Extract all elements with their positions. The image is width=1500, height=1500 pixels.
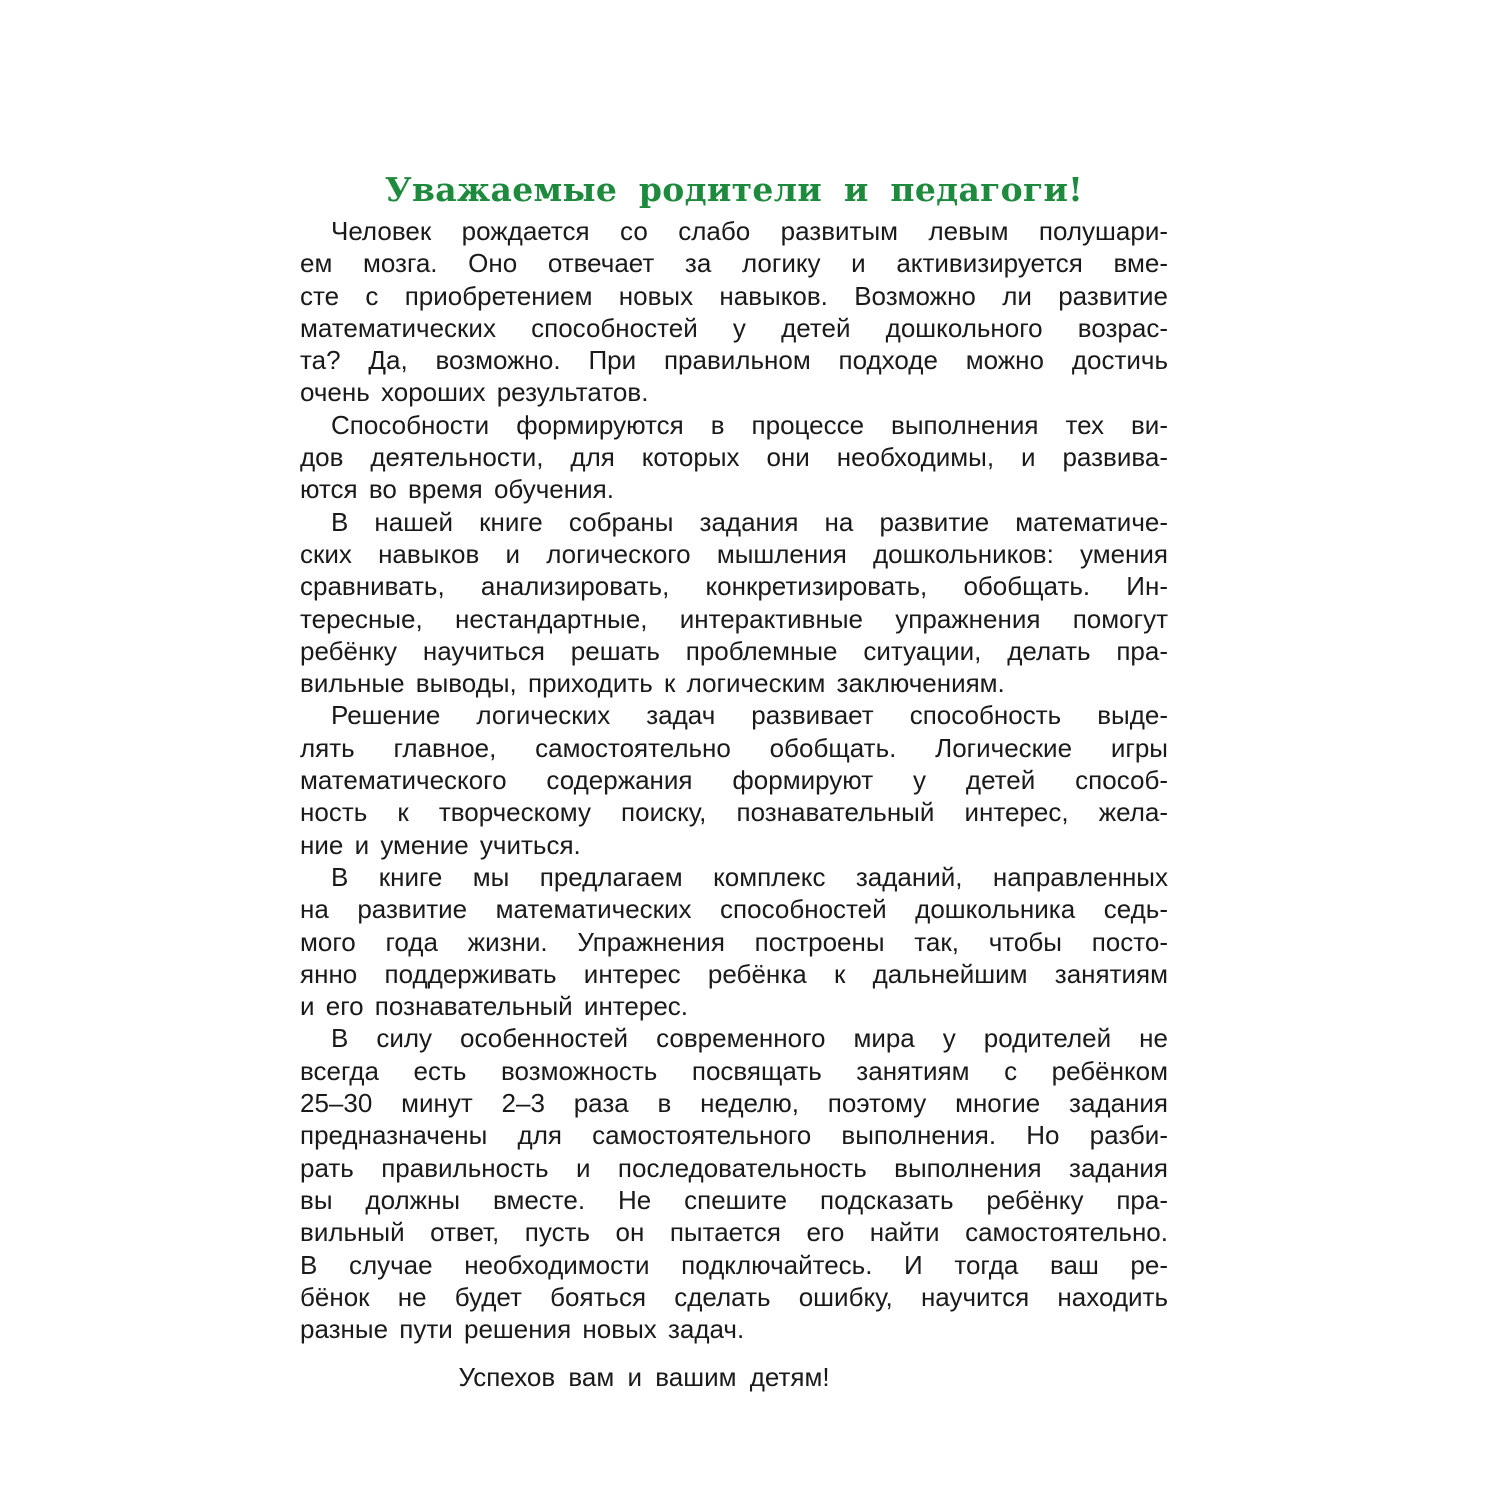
text-line: мого года жизни. Упражнения построены так, чтобы посто- [300,926,1168,957]
text-line: 25–30 минут 2–3 раза в неделю, поэтому многие задания [300,1088,1168,1119]
text-line: вы должны вместе. Не спешите подсказать ребёнку пра- [300,1184,1168,1215]
text-line: рать правильность и последовательность выполнения задания [300,1152,1168,1183]
text-line: ем мозга. Оно отвечает за логику и активизируется вме- [300,248,1168,279]
text-line: очень хороших результатов. [300,377,649,408]
text-line: В случае необходимости подключайтесь. И тогда ваш ре- [300,1249,1168,1280]
text-line: разные пути решения новых задач. [300,1314,745,1345]
text-line: дов деятельности, для которых они необходимы, и развива- [300,442,1168,473]
paragraph [300,861,1168,1022]
paragraph [300,699,1168,860]
text-line: В книге мы предлагаем комплекс заданий, направленных [331,861,1168,892]
text-line: Человек рождается со слабо развитым левым полушари- [331,216,1168,246]
text-line: всегда есть возможность посвящать занятиям с ребёнком [300,1055,1168,1086]
text-line: ность к творческому поиску, познавательный интерес, жела- [300,797,1168,828]
paragraph [300,215,1168,409]
paragraph [300,506,1168,700]
text-line: ются во время обучения. [300,474,614,505]
closing-wish: Успехов вам и вашим детям! [458,1362,830,1392]
text-line: математического содержания формируют у детей способ- [300,765,1168,796]
text-line: Решение логических задач развивает способность выде- [331,700,1168,731]
text-line: В силу особенностей современного мира у родителей не [331,1023,1168,1054]
text-line: сте с приобретением новых навыков. Возможно ли развитие [300,280,1168,311]
text-line: вильные выводы, приходить к логическим заключениям. [300,668,1005,699]
text-line: тересные, нестандартные, интерактивные упражнения помогут [300,603,1168,634]
page-title: Уважаемые родители и педагоги! [384,170,1084,209]
text-line: бёнок не будет бояться сделать ошибку, научится находить [300,1281,1168,1312]
text-line: В нашей книге собраны задания на развитие математиче- [331,506,1168,537]
paragraph [300,1022,1168,1345]
paragraph [300,409,1168,506]
text-line: вильный ответ, пусть он пытается его найти самостоятельно. [300,1217,1168,1248]
text-line: математических способностей у детей дошкольного возрас- [300,312,1168,343]
text-line: Способности формируются в процессе выполнения тех ви- [331,409,1168,440]
text-line: ние и умение учиться. [300,829,581,860]
body-text [300,215,1168,1345]
text-line: на развитие математических способностей дошкольника седь- [300,894,1168,925]
text-line: ребёнку научиться решать проблемные ситуации, делать пра- [300,635,1168,666]
text-line: предназначены для самостоятельного выполнения. Но разби- [300,1120,1168,1151]
text-line: сравнивать, анализировать, конкретизировать, обобщать. Ин- [300,571,1168,602]
text-line: янно поддерживать интерес ребёнка к дальнейшим занятиям [300,958,1168,989]
text-line: и его познавательный интерес. [300,991,689,1022]
text-line: лять главное, самостоятельно обобщать. Логические игры [300,732,1168,763]
text-line: та? Да, возможно. При правильном подходе можно достичь [300,345,1168,376]
text-line: ских навыков и логического мышления дошкольников: умения [300,538,1168,569]
